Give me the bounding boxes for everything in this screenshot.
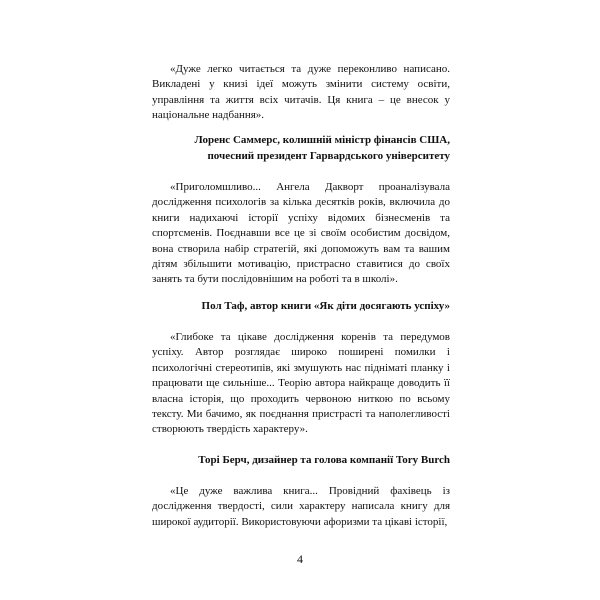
- quote-3-author-line-1: Торі Берч, дизайнер та голова компанії Tory Burch: [198, 454, 450, 466]
- quote-1-text: «Дуже легко читається та дуже переконливо написано. Викладені у книзі ідеї можуть змінити систему освіти, управління та життя всіх читачів. Ця книга – це внесок у національне надбання».: [152, 63, 450, 122]
- quote-2: [152, 180, 450, 288]
- quote-3-text: «Глибоке та цікаве дослідження коренів та передумов успіху. Автор розглядає широко поширені помилки і психологічні стереотипів, які змушують нас підніматі планку і працювати ще сильніше... Теорію автора найкраще доводить її власна історія, що проходить червоною ниткою по всьому тексту. Ми бачимо, як поєднання пристрасті та наполегливості створюють твердість характеру».: [152, 331, 450, 436]
- quote-1-author: [152, 132, 450, 164]
- quote-1: [152, 62, 450, 124]
- page-number: 4: [297, 552, 303, 566]
- quote-2-author-line-1: Пол Таф, автор книги «Як діти досягають успіху»: [201, 300, 450, 312]
- quote-4: [152, 484, 450, 530]
- quote-3: [152, 330, 450, 438]
- quote-3-author: [152, 452, 450, 468]
- quote-1-author-line-1: Лоренс Саммерс, колишній міністр фінансів США,: [194, 134, 450, 146]
- quote-2-author: [152, 298, 450, 314]
- quote-2-text: «Приголомшливо... Ангела Дакворт проаналізувала дослідження психологів за кілька десятків років, включила до книги надихаючі історії успіху відомих бізнесменів та спортсменів. Поєднавши все це зі своїм особистим досвідом, вона створила набір стратегій, які допоможуть вам та вашим дітям збільшити мотивацію, пристрасно ставитися до своїх занять та бути послідовнішим на роботі та в школі».: [152, 181, 450, 286]
- quote-4-text: «Це дуже важлива книга... Провідний фахівець із дослідження твердості, сили характеру написала книгу для широкої аудиторії. Використовуючи афоризми та цікаві історії,: [152, 485, 450, 528]
- quote-1-author-line-2: почесний президент Гарвардського університету: [207, 150, 450, 162]
